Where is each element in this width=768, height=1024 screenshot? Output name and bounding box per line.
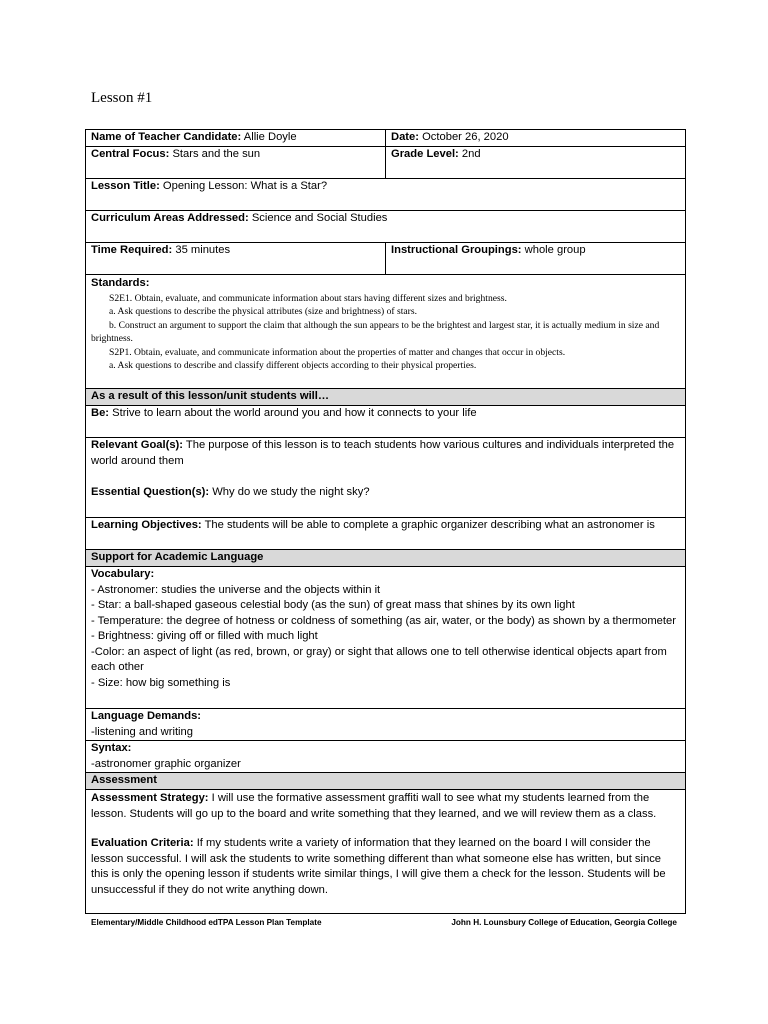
time-value: 35 minutes (175, 244, 231, 256)
standard-s2e1-a: a. Ask questions to describe the physical attributes (size and brightness) of stars. (109, 306, 417, 317)
grade-cell (386, 147, 686, 179)
syntax-row (86, 741, 686, 773)
focus-value: Stars and the sun (172, 148, 261, 160)
be-cell (86, 406, 686, 438)
syntax-value: -astronomer graphic organizer (91, 757, 241, 770)
curriculum-row (86, 211, 686, 243)
focus-cell (86, 147, 386, 179)
relevant-goals (91, 438, 680, 469)
objectives-label: Learning Objectives: (91, 519, 202, 531)
assessment-strategy (91, 791, 680, 822)
lesson-title-cell (86, 179, 686, 211)
grouping-value: whole group (524, 244, 586, 256)
goals-cell (86, 438, 686, 518)
vocabulary-row (86, 567, 686, 709)
syntax-label: Syntax: (91, 742, 132, 754)
lesson-plan-table (85, 129, 686, 914)
assessment-header: Assessment (86, 773, 686, 790)
standards-cell (86, 275, 686, 389)
support-header: Support for Academic Language (86, 550, 686, 567)
standard-s2p1: S2P1. Obtain, evaluate, and communicate information about the properties of matter and changes that occur in objects. (109, 346, 566, 358)
teacher-date-row (86, 130, 686, 147)
time-grouping-row (86, 243, 686, 275)
vocab-item: - Size: how big something is (91, 676, 231, 689)
footer-left: Elementary/Middle Childhood edTPA Lesson Plan Template (91, 918, 322, 927)
vocab-item: - Astronomer: studies the universe and the objects within it (91, 583, 381, 596)
curriculum-cell (86, 211, 686, 243)
curriculum-value: Science and Social Studies (251, 212, 388, 224)
standard-s2e1-b: b. Construct an argument to support the claim that although the sun appears to be the brightest and largest star, it is actually medium in size and brightness. (91, 319, 660, 344)
focus-label: Central Focus: (91, 148, 170, 160)
goals-value: The purpose of this lesson is to teach students how various cultures and individuals interpreted the world around them (91, 439, 675, 467)
result-header-row (86, 389, 686, 406)
criteria-value: If my students write a variety of information that they learned on the board I will consider the lesson successful. I will ask the students to write something different than what someone else has written, but since this is only the opening lesson if students write similar things, I will give them a check for the lesson. Students will be unsuccessful if they do not write anything down. (91, 837, 666, 896)
language-demands-value: -listening and writing (91, 725, 193, 738)
teacher-label: Name of Teacher Candidate: (91, 131, 242, 143)
grouping-label: Instructional Groupings: (391, 244, 522, 256)
standard-s2p1-a: a. Ask questions to describe and classify different objects according to their physical properties. (109, 360, 477, 371)
vocabulary-label: Vocabulary: (91, 568, 155, 580)
assessment-row (86, 790, 686, 914)
lesson-title: Lesson #1 (91, 90, 153, 106)
strategy-label: Assessment Strategy: (91, 792, 209, 804)
vocabulary-cell (86, 567, 686, 709)
grade-label: Grade Level: (391, 148, 459, 160)
grade-value: 2nd (461, 148, 481, 160)
footer-right: John H. Lounsbury College of Education, Georgia College (451, 918, 677, 927)
language-demands-row (86, 709, 686, 741)
criteria-label: Evaluation Criteria: (91, 837, 194, 849)
lesson-title-value: Opening Lesson: What is a Star? (162, 180, 328, 192)
be-value: Strive to learn about the world around you and how it connects to your life (112, 407, 477, 419)
date-cell (386, 130, 686, 147)
result-header: As a result of this lesson/unit students will… (86, 389, 686, 406)
strategy-value: I will use the formative assessment graffiti wall to see what my students learned from the lesson. Students will go up to the board and write something that they learned, and we will review them as a class. (91, 792, 657, 820)
vocab-item: - Star: a ball-shaped gaseous celestial body (as the sun) of great mass that shines by its own light (91, 599, 575, 611)
focus-grade-row (86, 147, 686, 179)
teacher-value: Allie Doyle (243, 131, 297, 143)
time-cell (86, 243, 386, 275)
standards-list (91, 292, 680, 373)
assessment-header-row (86, 773, 686, 790)
language-demands-label: Language Demands: (91, 710, 202, 722)
eq-value: Why do we study the night sky? (212, 486, 370, 498)
standards-row (86, 275, 686, 389)
syntax-cell (86, 741, 686, 773)
essential-questions (91, 485, 680, 501)
assessment-cell (86, 790, 686, 914)
standards-label: Standards: (91, 277, 150, 289)
evaluation-criteria (91, 836, 680, 898)
language-demands-cell (86, 709, 686, 741)
standard-s2e1: S2E1. Obtain, evaluate, and communicate information about stars having different sizes and brightness. (109, 292, 507, 304)
objectives-value: The students will be able to complete a graphic organizer describing what an astronomer is (204, 519, 655, 531)
goals-label: Relevant Goal(s): (91, 439, 184, 451)
time-label: Time Required: (91, 244, 173, 256)
date-value: October 26, 2020 (422, 131, 509, 143)
objectives-row (86, 518, 686, 550)
objectives-cell (86, 518, 686, 550)
curriculum-label: Curriculum Areas Addressed: (91, 212, 249, 224)
date-label: Date: (391, 131, 419, 143)
vocab-item: - Temperature: the degree of hotness or coldness of something (as air, water, or the body) as shown by a thermometer (91, 614, 676, 627)
be-label: Be: (91, 407, 110, 419)
lesson-title-row (86, 179, 686, 211)
goals-row (86, 438, 686, 518)
support-header-row (86, 550, 686, 567)
eq-label: Essential Question(s): (91, 486, 210, 498)
lesson-title-label: Lesson Title: (91, 180, 160, 192)
teacher-cell (86, 130, 386, 147)
vocab-item: - Brightness: giving off or filled with much light (91, 630, 318, 642)
grouping-cell (386, 243, 686, 275)
be-row (86, 406, 686, 438)
vocab-item: -Color: an aspect of light (as red, brown, or gray) or sight that allows one to tell otherwise identical objects apart from each other (91, 645, 667, 673)
